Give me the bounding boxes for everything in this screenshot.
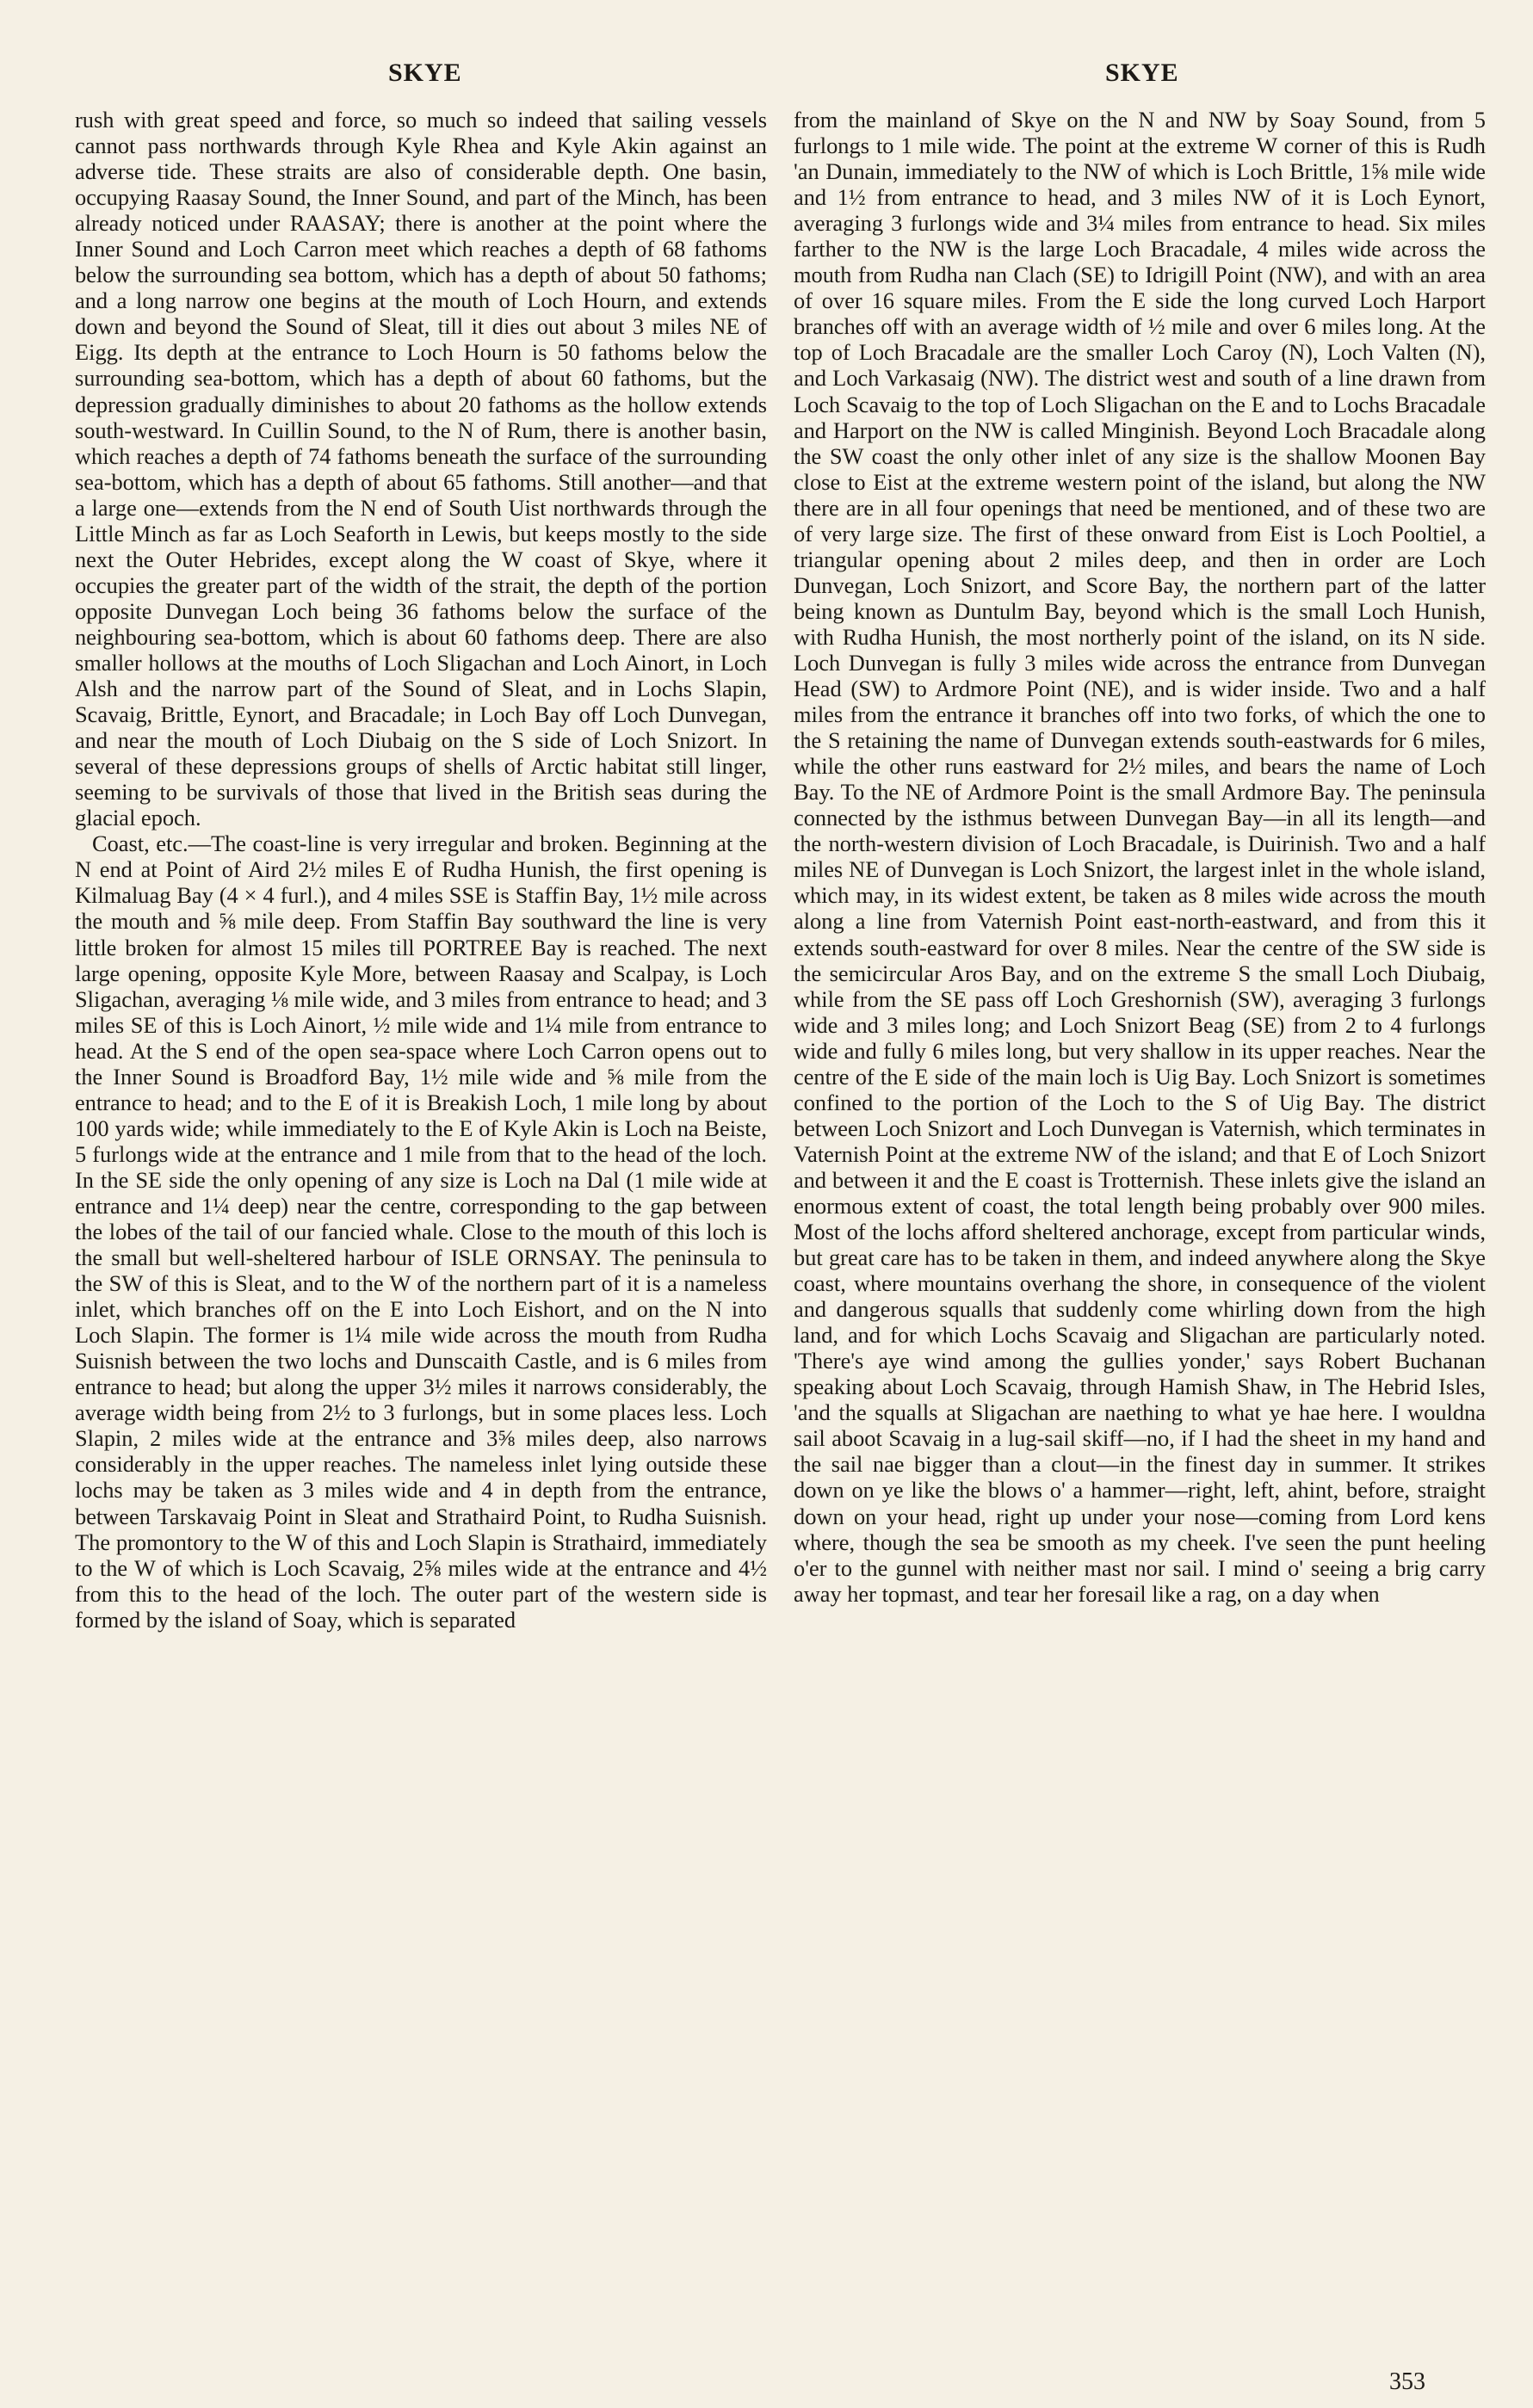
- paragraph-depths: rush with great speed and force, so much so indeed that sailing vessels cannot pass northwards through Kyle Rhea and Kyle Akin against an adverse tide. These straits are also of considerable depth. One basin, occupying Raasay Sound, the Inner Sound, and part of the Minch, has been already noticed under RAASAY; there is another at the point where the Inner Sound and Loch Carron meet which reaches a depth of 68 fathoms below the surrounding sea bottom, which has a depth of about 50 fathoms; and a long narrow one begins at the mouth of Loch Hourn, and extends down and beyond the Sound of Sleat, till it dies out about 3 miles NE of Eigg. Its depth at the entrance to Loch Hourn is 50 fathoms below the surrounding sea-bottom, which has a depth of about 60 fathoms, but the depression gradually diminishes to about 20 fathoms as the hollow extends south-westward. In Cuillin Sound, to the N of Rum, there is another basin, which reaches a depth of 74 fathoms beneath the surface of the surrounding sea-bottom, which has a depth of about 65 fathoms. Still another—and that a large one—extends from the N end of South Uist northwards through the Little Minch as far as Loch Seaforth in Lewis, but keeps mostly to the side next the Outer Hebrides, except along the W coast of Skye, where it occupies the greater part of the width of the strait, the depth of the portion opposite Dunvegan Loch being 36 fathoms below the surface of the neighbouring sea-bottom, which is about 60 fathoms deep. There are also smaller hollows at the mouths of Loch Sligachan and Loch Ainort, in Loch Alsh and the narrow part of the Sound of Sleat, and in Lochs Slapin, Scavaig, Brittle, Eynort, and Bracadale; in Loch Bay off Loch Dunvegan, and near the mouth of Loch Diubaig on the S side of Loch Snizort. In several of these depressions groups of shells of Arctic habitat still linger, seeming to be survivals of those that lived in the British seas during the glacial epoch.: [75, 107, 767, 831]
- paragraph-coast-continued: from the mainland of Skye on the N and NW by Soay Sound, from 5 furlongs to 1 mile wide. The point at the extreme W corner of this is Rudh 'an Dunain, immediately to the NW of which is Loch Brittle, 1⅝ mile wide and 1½ from entrance to head, and 3 miles NW of it is Loch Eynort, averaging 3 furlongs wide and 3¼ miles from entrance to head. Six miles farther to the NW is the large Loch Bracadale, 4 miles wide across the mouth from Rudha nan Clach (SE) to Idrigill Point (NW), and with an area of over 16 square miles. From the E side the long curved Loch Harport branches off with an average width of ½ mile and over 6 miles long. At the top of Loch Bracadale are the smaller Loch Caroy (N), Loch Valten (N), and Loch Varkasaig (NW). The district west and south of a line drawn from Loch Scavaig to the top of Loch Sligachan on the E and to Lochs Bracadale and Harport on the NW is called Minginish. Beyond Loch Bracadale along the SW coast the only other inlet of any size is the shallow Moonen Bay close to Eist at the extreme western point of the island, but along the NW there are in all four openings that need be mentioned, and of these two are of very large size. The first of these onward from Eist is Loch Pooltiel, a triangular opening about 2 miles deep, and then in order are Loch Dunvegan, Loch Snizort, and Score Bay, the northern part of the latter being known as Duntulm Bay, beyond which is the small Loch Hunish, with Rudha Hunish, the most northerly point of the island, on its N side. Loch Dunvegan is fully 3 miles wide across the entrance from Dunvegan Head (SW) to Ardmore Point (NE), and is wider inside. Two and a half miles from the entrance it branches off into two forks, of which the one to the S retaining the name of Dunvegan extends south-eastwards for 6 miles, while the other runs eastward for 2½ miles, and bears the name of Loch Bay. To the NE of Ardmore Point is the small Ardmore Bay. The peninsula connected by the isthmus between Dunvegan Bay—in all its length—and the north-western division of Loch Bracadale, is Duirinish. Two and a half miles NE of Dunvegan is Loch Snizort, the largest inlet in the whole island, which may, in its widest extent, be taken as 8 miles wide across the mouth along a line from Vaternish Point east-north-eastward, and from this it extends south-eastward for over 8 miles. Near the centre of the SW side is the semicircular Aros Bay, and on the extreme S the small Loch Diubaig, while from the SE pass off Loch Greshornish (SW), averaging 3 furlongs wide and 3 miles long; and Loch Snizort Beag (SE) from 2 to 4 furlongs wide and fully 6 miles long, but very shallow in its upper reaches. Near the centre of the E side of the main loch is Uig Bay. Loch Snizort is sometimes confined to the portion of the Loch to the S of Uig Bay. The district between Loch Snizort and Loch Dunvegan is Vaternish, which terminates in Vaternish Point at the extreme NW of the island; and that E of Loch Snizort and between it and the E coast is Trotternish. These inlets give the island an enormous extent of coast, the total length being probably over 900 miles. Most of the lochs afford sheltered anchorage, except from particular winds, but great care has to be taken in them, and indeed anywhere along the Skye coast, where mountains overhang the shore, in consequence of the violent and dangerous squalls that suddenly come whirling down from the high land, and for which Lochs Scavaig and Sligachan are particularly noted. 'There's aye wind among the gullies yonder,' says Robert Buchanan speaking about Loch Scavaig, through Hamish Shaw, in The Hebrid Isles, 'and the squalls at Sligachan are naething to what ye hae here. I wouldna sail aboot Scavaig in a lug-sail skiff—no, if I had the sheet in my hand and the sail nae bigger than a clout—in the finest day in summer. It strikes down on ye like the blows o' a hammer—right, left, ahint, before, straight down on your head, right up under your nose—coming from Lord kens where, though the sea be smooth as my cheek. I've seen the punt heeling o'er to the gunnel with neither mast nor sail. I mind o' seeing a brig carry away her topmast, and tear her foresail like a rag, on a day when: [794, 107, 1486, 1607]
- running-head-right: SKYE: [1105, 59, 1179, 87]
- running-header: [0, 59, 1533, 93]
- paragraph-coast: Coast, etc.—The coast-line is very irregular and broken. Beginning at the N end at Point of Aird 2½ miles E of Rudha Hunish, the first opening is Kilmaluag Bay (4 × 4 furl.), and 4 miles SSE is Staffin Bay, 1½ mile across the mouth and ⅝ mile deep. From Staffin Bay southward the line is very little broken for almost 15 miles till PORTREE Bay is reached. The next large opening, opposite Kyle More, between Raasay and Scalpay, is Loch Sligachan, averaging ⅛ mile wide, and 3 miles from entrance to head; and 3 miles SE of this is Loch Ainort, ½ mile wide and 1¼ mile from entrance to head. At the S end of the open sea-space where Loch Carron opens out to the Inner Sound is Broadford Bay, 1½ mile wide and ⅝ mile from the entrance to head; and to the E of it is Breakish Loch, 1 mile long by about 100 yards wide; while immediately to the E of Kyle Akin is Loch na Beiste, 5 furlongs wide at the entrance and 1 mile from that to the head of the loch. In the SE side the only opening of any size is Loch na Dal (1 mile wide at entrance and 1¼ deep) near the centre, corresponding to the gap between the lobes of the tail of our fancied whale. Close to the mouth of this loch is the small but well-sheltered harbour of ISLE ORNSAY. The peninsula to the SW of this is Sleat, and to the W of the northern part of it is a nameless inlet, which branches off on the E into Loch Eishort, and on the N into Loch Slapin. The former is 1¼ mile wide across the mouth from Rudha Suisnish between the two lochs and Dunscaith Castle, and is 6 miles from entrance to head; but along the upper 3½ miles it narrows considerably, the average width being from 2½ to 3 furlongs, but in some places less. Loch Slapin, 2 miles wide at the entrance and 3⅝ miles deep, also narrows considerably in the upper reaches. The nameless inlet lying outside these lochs may be taken as 3 miles wide and 4 in depth from the entrance, between Tarskavaig Point in Sleat and Strathaird Point, to Rudha Suisnish. The promontory to the W of this and Loch Slapin is Strathaird, immediately to the W of which is Loch Scavaig, 2⅝ miles wide at the entrance and 4½ from this to the head of the loch. The outer part of the western side is formed by the island of Soay, which is separated: [75, 830, 767, 1633]
- page-number: 353: [1389, 2368, 1425, 2395]
- right-column: [794, 107, 1486, 1607]
- left-column: [75, 107, 767, 1633]
- running-head-left: SKYE: [388, 59, 462, 87]
